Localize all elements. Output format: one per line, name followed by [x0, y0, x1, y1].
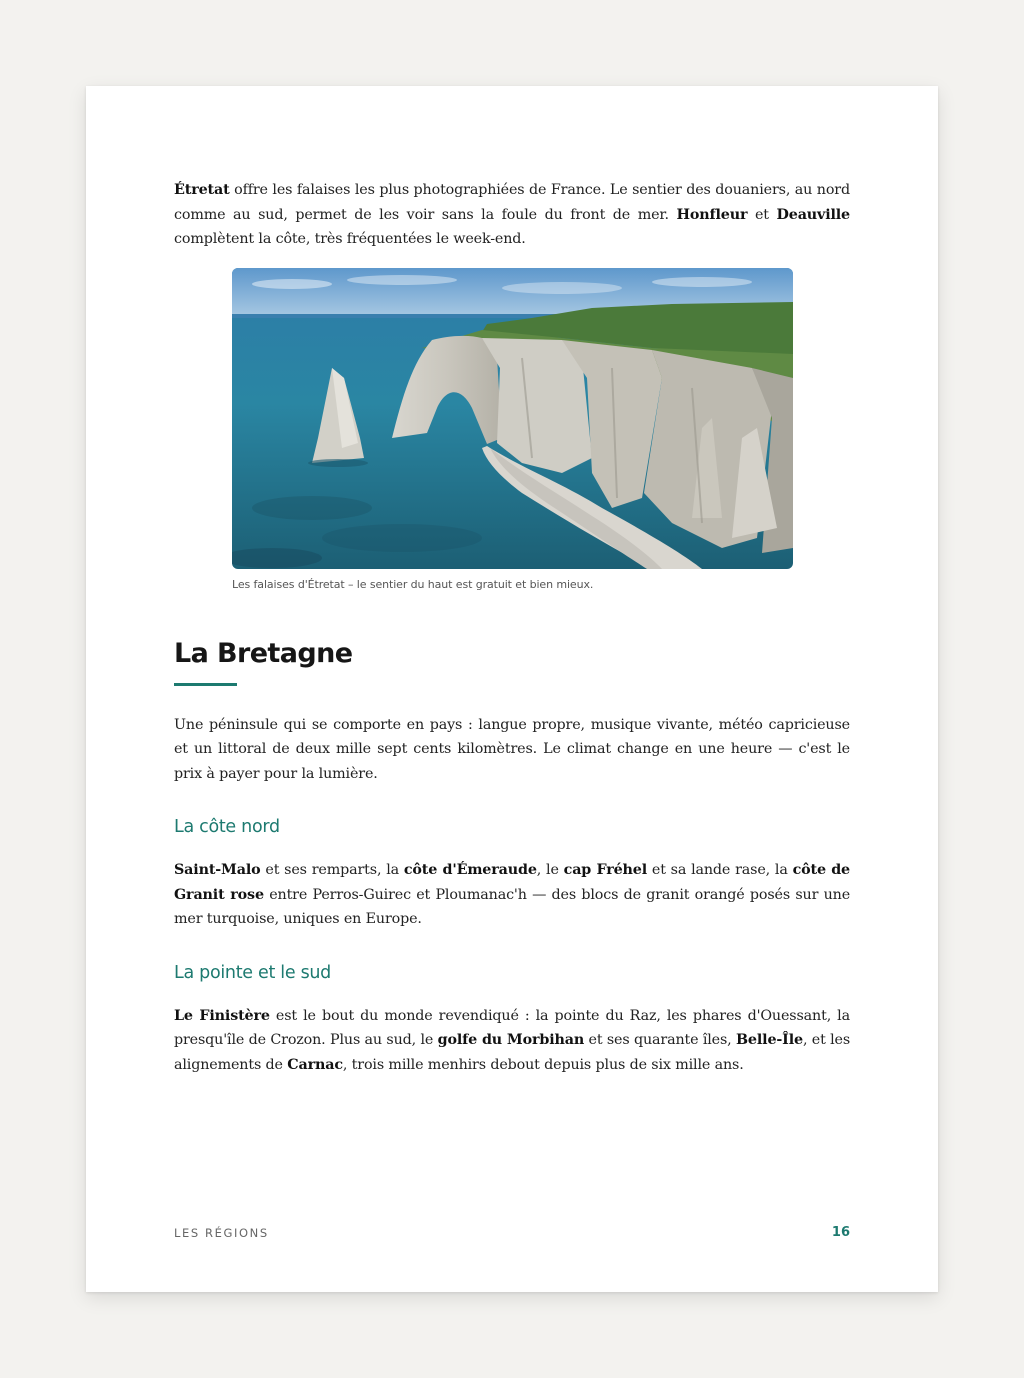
cote-nord-paragraph: Saint-Malo et ses remparts, la côte d'Émeraude, le cap Fréhel et sa lande rase, la côte de Granit rose entre Perros-Guirec et Ploumanac'h — des blocs de granit orangé posés sur une mer turquoise, uniques en Europe. [174, 862, 851, 927]
place-name: Deauville [776, 206, 850, 223]
place-name: Carnac [287, 1056, 343, 1073]
page-number: 16 [831, 1225, 850, 1240]
section-title: La Bretagne [174, 637, 353, 669]
document-page [86, 86, 938, 1292]
figure [232, 268, 793, 591]
subsection-title-pointe-sud: La pointe et le sud [174, 962, 331, 983]
etretat-cliffs-photo [232, 268, 793, 569]
intro-paragraph: Étretat offre les falaises les plus photographiées de France. Le sentier des douaniers, au nord comme au sud, permet de les voir sans la foule du front de mer. Honfleur et Deauville complètent la côte, très fréquentées le week-end. [174, 182, 850, 247]
place-name: Honfleur [676, 206, 748, 223]
place-name: golfe du Morbihan [437, 1032, 585, 1048]
place-name: cap Fréhel [563, 862, 648, 878]
section-intro-paragraph: Une péninsule qui se comporte en pays : langue propre, musique vivante, météo capricieuse et un littoral de deux mille sept cents kilomètres. Le climat change en une heure — c'est le prix à payer pour la lumière. [174, 716, 850, 782]
place-name: côte de Granit rose [174, 862, 851, 903]
place-name: Le Finistère [174, 1007, 270, 1024]
title-underline [174, 683, 237, 686]
place-name: Belle-Île [736, 1032, 803, 1048]
place-name: Saint-Malo [174, 862, 261, 878]
page-content [174, 178, 850, 1077]
subsection-title-cote-nord: La côte nord [174, 817, 280, 837]
running-footer-section: LES RÉGIONS [174, 1226, 269, 1240]
figure-caption: Les falaises d'Étretat – le sentier du haut est gratuit et bien mieux. [232, 577, 594, 591]
place-name: côte d'Émeraude [403, 862, 537, 878]
place-name: Étretat [174, 182, 230, 198]
pointe-sud-paragraph: Le Finistère est le bout du monde revendiqué : la pointe du Raz, les phares d'Ouessant, la presqu'île de Crozon. Plus au sud, le golfe du Morbihan et ses quarante îles, Belle-Île, et les alignements de Carnac, trois mille menhirs debout depuis plus de six mille ans. [174, 1007, 851, 1073]
